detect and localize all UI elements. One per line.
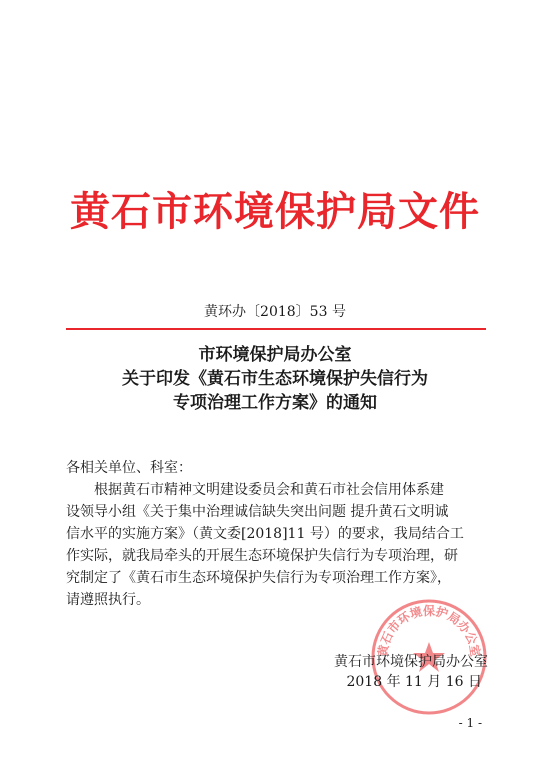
body-line: 设领导小组《关于集中治理诚信缺失突出问题 提升黄石文明诚	[66, 504, 449, 520]
signer-name: 黄石市环境保护局办公室	[334, 654, 488, 670]
body-line: 信水平的实施方案》（黄文委[2018]11 号）的要求，我局结合工	[66, 526, 464, 542]
subject-line-3: 专项治理工作方案》的通知	[173, 393, 377, 413]
body-line: 究制定了《黄石市生态环境保护失信行为专项治理工作方案》，	[66, 570, 451, 586]
body-paragraph	[66, 479, 486, 611]
signature-date: 2018 年 11 月 16 日	[346, 674, 482, 690]
salutation: 各相关单位、科室：	[66, 460, 192, 476]
document-number: 黄环办〔2018〕53 号	[204, 304, 346, 320]
document-header-title: 黄石市环境保护局文件	[70, 189, 480, 235]
subject-line-2: 关于印发《黄石市生态环境保护失信行为	[122, 369, 428, 389]
body-line: 作实际，就我局牵头的开展生态环境保护失信行为专项治理，研	[66, 548, 458, 564]
document-subject	[0, 343, 550, 415]
page-number: - 1 -	[458, 716, 482, 730]
body-line: 请遵照执行。	[66, 592, 150, 608]
red-divider-line	[66, 328, 486, 330]
subject-line-1: 市环境保护局办公室	[198, 345, 352, 365]
seal-text: 黄石市环境保护局办公室	[375, 604, 483, 658]
body-line: 根据黄石市精神文明建设委员会和黄石市社会信用体系建	[94, 482, 444, 498]
